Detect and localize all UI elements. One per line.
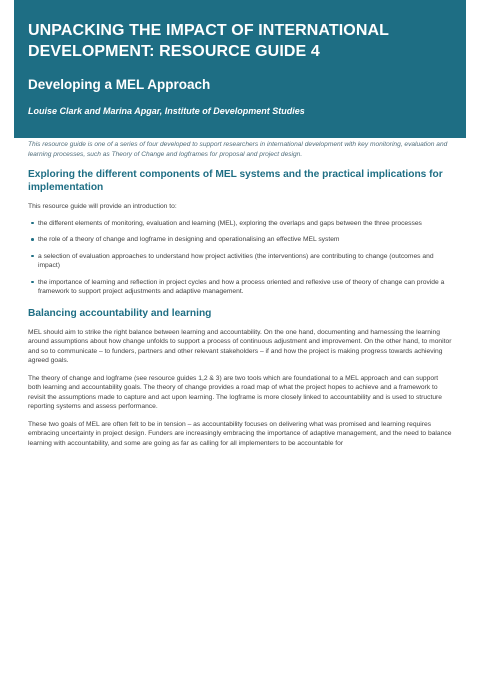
bullet-list [28,219,452,297]
section-heading-balancing: Balancing accountability and learning [28,307,212,319]
list-item-text: the different elements of monitoring, evaluation and learning (MEL), exploring the overlaps and gaps between the three processes [38,219,422,227]
section-lead: This resource guide will provide an introduction to: [28,203,177,210]
document-subtitle: Developing a MEL Approach [28,77,211,92]
body-paragraph: MEL should aim to strike the right balance between learning and accountability. On the one hand, documenting and harnessing the learning around assumptions about how change unfolds to support a process of continuous adjustment and improvement. On the other hand, to monitor and so to communicate – to funders, partners and other relevant stakeholders – if and how the project is making progress towards achieving agreed goals. [28,328,452,364]
list-item [28,252,452,271]
list-item-text: the importance of learning and reflection in project cycles and how a process oriented and reflexive use of theory of change can provide a framework to support project adjustments and adaptive management. [38,278,445,295]
list-item-text: a selection of evaluation approaches to understand how project activities (the interventions) are contributing to change (outcomes and impact) [38,252,434,269]
body-paragraph: The theory of change and logframe (see resource guides 1,2 & 3) are two tools which are foundational to a MEL approach and can support both learning and accountability goals. The theory of change provides a road map of what the project hopes to achieve and a framework to revisit the assumptions made to capture and act upon learning. The logframe is more closely linked to accountability and is used to structure reporting systems and assess performance. [28,374,442,410]
bullet-icon [31,222,34,225]
bullet-icon [31,255,34,258]
section-heading-components: Exploring the different components of MEL systems and the practical implications for implementation [28,169,443,193]
title-banner [14,0,466,138]
list-item [28,219,452,229]
body-paragraph: These two goals of MEL are often felt to be in tension – as accountability focuses on delivering what was promised and learning requires embracing uncertainty in project design. Funders are increasingly embracing the importance of adaptive management, and the need to balance learning with accountability, and some are going as far as calling for all implementers to be accountable for [28,420,452,447]
list-item [28,278,452,297]
bullet-icon [31,281,34,284]
document-title: UNPACKING THE IMPACT OF INTERNATIONAL DEVELOPMENT: RESOURCE GUIDE 4 [28,22,389,60]
intro-paragraph: This resource guide is one of a series of four developed to support researchers in international development with key monitoring, evaluation and learning processes, such as Theory of Change and logframes for proposal and project design. [28,141,448,158]
list-item-text: the role of a theory of change and logframe in designing and operationalising an effective MEL system [38,236,340,243]
authors-line: Louise Clark and Marina Apgar, Institute of Development Studies [28,106,305,116]
body-content [28,140,452,560]
bullet-icon [31,238,34,241]
list-item [28,235,452,245]
